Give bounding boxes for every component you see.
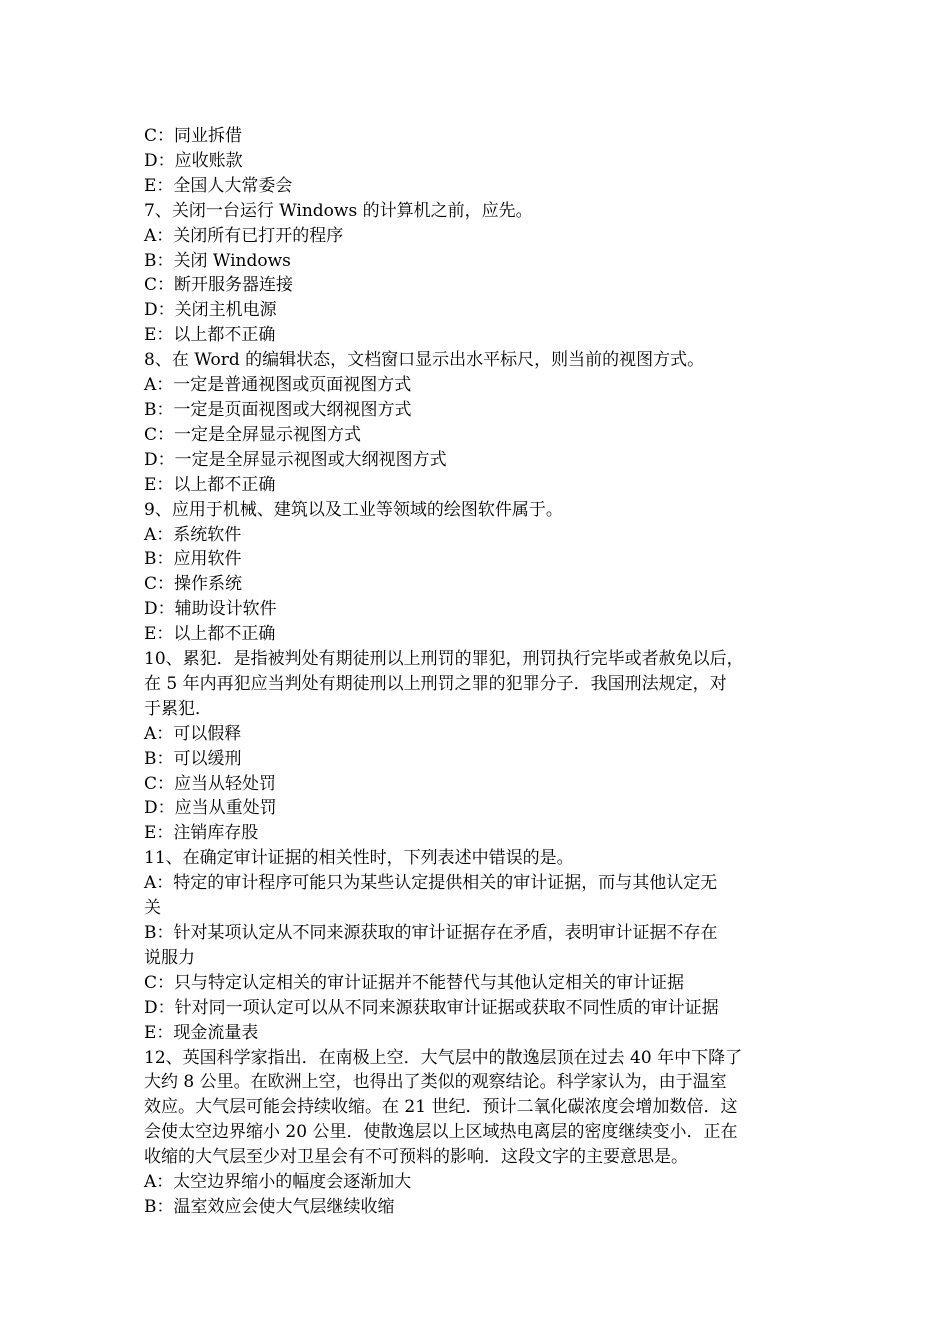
- option-line: A：一定是普通视图或页面视图方式: [144, 375, 412, 396]
- question-12: 12、英国科学家指出．在南极上空．大气层中的散逸层顶在过去 40 年中下降了: [144, 1047, 743, 1068]
- option-line: B：可以缓刑: [144, 748, 242, 769]
- option-line: A：特定的审计程序可能只为某些认定提供相关的审计证据，而与其他认定无: [144, 873, 718, 894]
- option-line: D：针对同一项认定可以从不同来源获取审计证据或获取不同性质的审计证据: [144, 997, 719, 1018]
- question-10-cont: 于累犯．: [144, 698, 212, 719]
- option-line: C：操作系统: [144, 574, 243, 595]
- option-line: A：系统软件: [144, 524, 242, 545]
- option-line: E：以上都不正确: [144, 624, 276, 645]
- option-line: D：应当从重处罚: [144, 798, 277, 819]
- option-line: B：温室效应会使大气层继续收缩: [144, 1196, 395, 1217]
- option-line: A：可以假释: [144, 723, 242, 744]
- option-line: D：一定是全屏显示视图或大纲视图方式: [144, 449, 447, 470]
- question-10: 10、累犯．是指被判处有期徒刑以上刑罚的罪犯，刑罚执行完毕或者赦免以后，: [144, 649, 744, 670]
- option-line: E：以上都不正确: [144, 474, 276, 495]
- question-12-cont: 收缩的大气层至少对卫星会有不可预料的影响．这段文字的主要意思是。: [144, 1147, 688, 1168]
- option-line: C：同业拆借: [144, 126, 243, 146]
- option-line: C：只与特定认定相关的审计证据并不能替代与其他认定相关的审计证据: [144, 972, 685, 993]
- option-line-cont: 说服力: [144, 947, 195, 968]
- option-line: E：全国人大常委会: [144, 175, 293, 196]
- option-line: C：断开服务器连接: [144, 275, 294, 296]
- option-line: B：针对某项认定从不同来源获取的审计证据存在矛盾，表明审计证据不存在: [144, 923, 718, 943]
- option-line: E：以上都不正确: [144, 325, 276, 346]
- question-7: 7、关闭一台运行 Windows 的计算机之前，应先。: [144, 200, 533, 221]
- option-line: C：应当从轻处罚: [144, 773, 277, 794]
- option-line-cont: 关: [144, 898, 161, 919]
- option-line: B：应用软件: [144, 549, 242, 570]
- option-line: B：一定是页面视图或大纲视图方式: [144, 399, 412, 420]
- option-line: D：应收账款: [144, 150, 243, 171]
- question-10-cont: 在 5 年内再犯应当判处有期徒刑以上刑罚之罪的犯罪分子．我国刑法规定，对: [144, 673, 727, 694]
- question-12-cont: 效应。大气层可能会持续收缩。在 21 世纪．预计二氧化碳浓度会增加数倍．这: [144, 1097, 738, 1118]
- option-line: D：辅助设计软件: [144, 599, 277, 620]
- option-line: C：一定是全屏显示视图方式: [144, 424, 362, 445]
- option-line: D：关闭主机电源: [144, 300, 277, 321]
- option-line: A：太空边界缩小的幅度会逐渐加大: [144, 1172, 412, 1193]
- option-line: E：现金流量表: [144, 1022, 259, 1043]
- question-11: 11、在确定审计证据的相关性时，下列表述中错误的是。: [144, 848, 574, 869]
- option-line: A：关闭所有已打开的程序: [144, 225, 344, 246]
- question-8: 8、在 Word 的编辑状态，文档窗口显示出水平标尺，则当前的视图方式。: [144, 350, 705, 371]
- question-9: 9、应用于机械、建筑以及工业等领域的绘图软件属于。: [144, 499, 563, 520]
- question-12-cont: 大约 8 公里。在欧洲上空，也得出了类似的观察结论。科学家认为，由于温室: [144, 1072, 727, 1093]
- question-12-cont: 会使太空边界缩小 20 公里．使散逸层以上区域热电离层的密度继续变小．正在: [144, 1122, 738, 1143]
- option-line: B：关闭 Windows: [144, 250, 291, 271]
- document-body: [144, 124, 816, 1220]
- option-line: E：注销库存股: [144, 823, 259, 844]
